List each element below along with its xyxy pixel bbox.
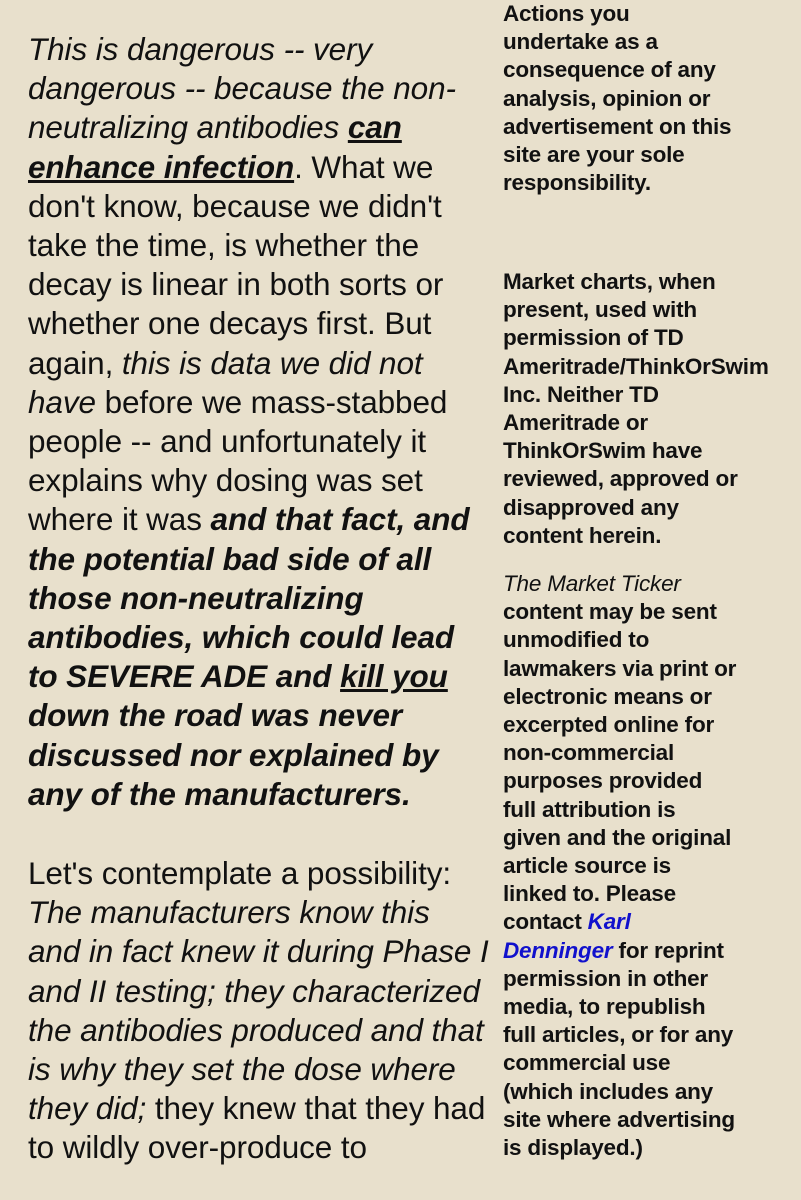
italic-text: This is dangerous -- very dangerous -- because the non-neutralizing antibodies — [28, 31, 456, 146]
article-body — [28, 30, 490, 1168]
article-paragraph — [28, 30, 490, 814]
charts-notice-text: Ameritrade/ThinkOrSwim — [503, 353, 769, 379]
body-text: . What we don't know, because we didn't take the time, is whether the decay is linear in both sorts or whether one decays first. But again, — [28, 148, 444, 381]
italic-text: The manufacturers know this and in fact knew it during Phase I and II testing; they characterized the antibodies produced and that is why they set the dose where they did; — [28, 894, 489, 1127]
body-text: Let's contemplate a possibility: — [28, 855, 452, 892]
site-name: The Market Ticker — [503, 571, 681, 596]
charts-notice — [503, 268, 769, 550]
underlined-emphasis: kill you — [340, 658, 448, 695]
body-text: before we mass-stabbed people -- and unfortunately it explains why dosing was set where it was — [28, 383, 448, 538]
reprint-text: for reprint permission in other media, to republish full articles, or for any commercial use (which includes any site where advertising is displayed.) — [503, 937, 735, 1161]
italic-text: this is data we did not have — [28, 344, 423, 420]
article-paragraph — [28, 854, 490, 1168]
reprint-notice — [503, 570, 739, 1162]
charts-notice-text: Inc. Neither TD Ameritrade or ThinkOrSwim have reviewed, approved or disapproved any content herein. — [503, 381, 738, 548]
bold-italic-text: down the road was never discussed nor explained by any of the manufacturers. — [28, 697, 439, 812]
author-contact-link[interactable]: Karl Denninger — [503, 909, 631, 963]
body-text: they knew that they had to wildly over-produce to — [28, 1090, 486, 1166]
sidebar — [503, 0, 769, 1200]
reprint-text: content may be sent unmodified to lawmakers via print or electronic means or excerpted online for non-commercial purposes provided full attribution is given and the original article source is linked to. Please contact — [503, 599, 737, 935]
disclaimer-text: Actions you undertake as a consequence of any analysis, opinion or advertisement on this site are your sole responsibility. — [503, 1, 732, 196]
bold-italic-text: and that fact, and the potential bad side of all those non-neutralizing antibodies, which could lead to SEVERE ADE and — [28, 501, 470, 695]
charts-notice-text: Market charts, when present, used with permission of TD — [503, 269, 716, 351]
enhance-infection-link[interactable]: can enhance infection — [28, 109, 402, 185]
